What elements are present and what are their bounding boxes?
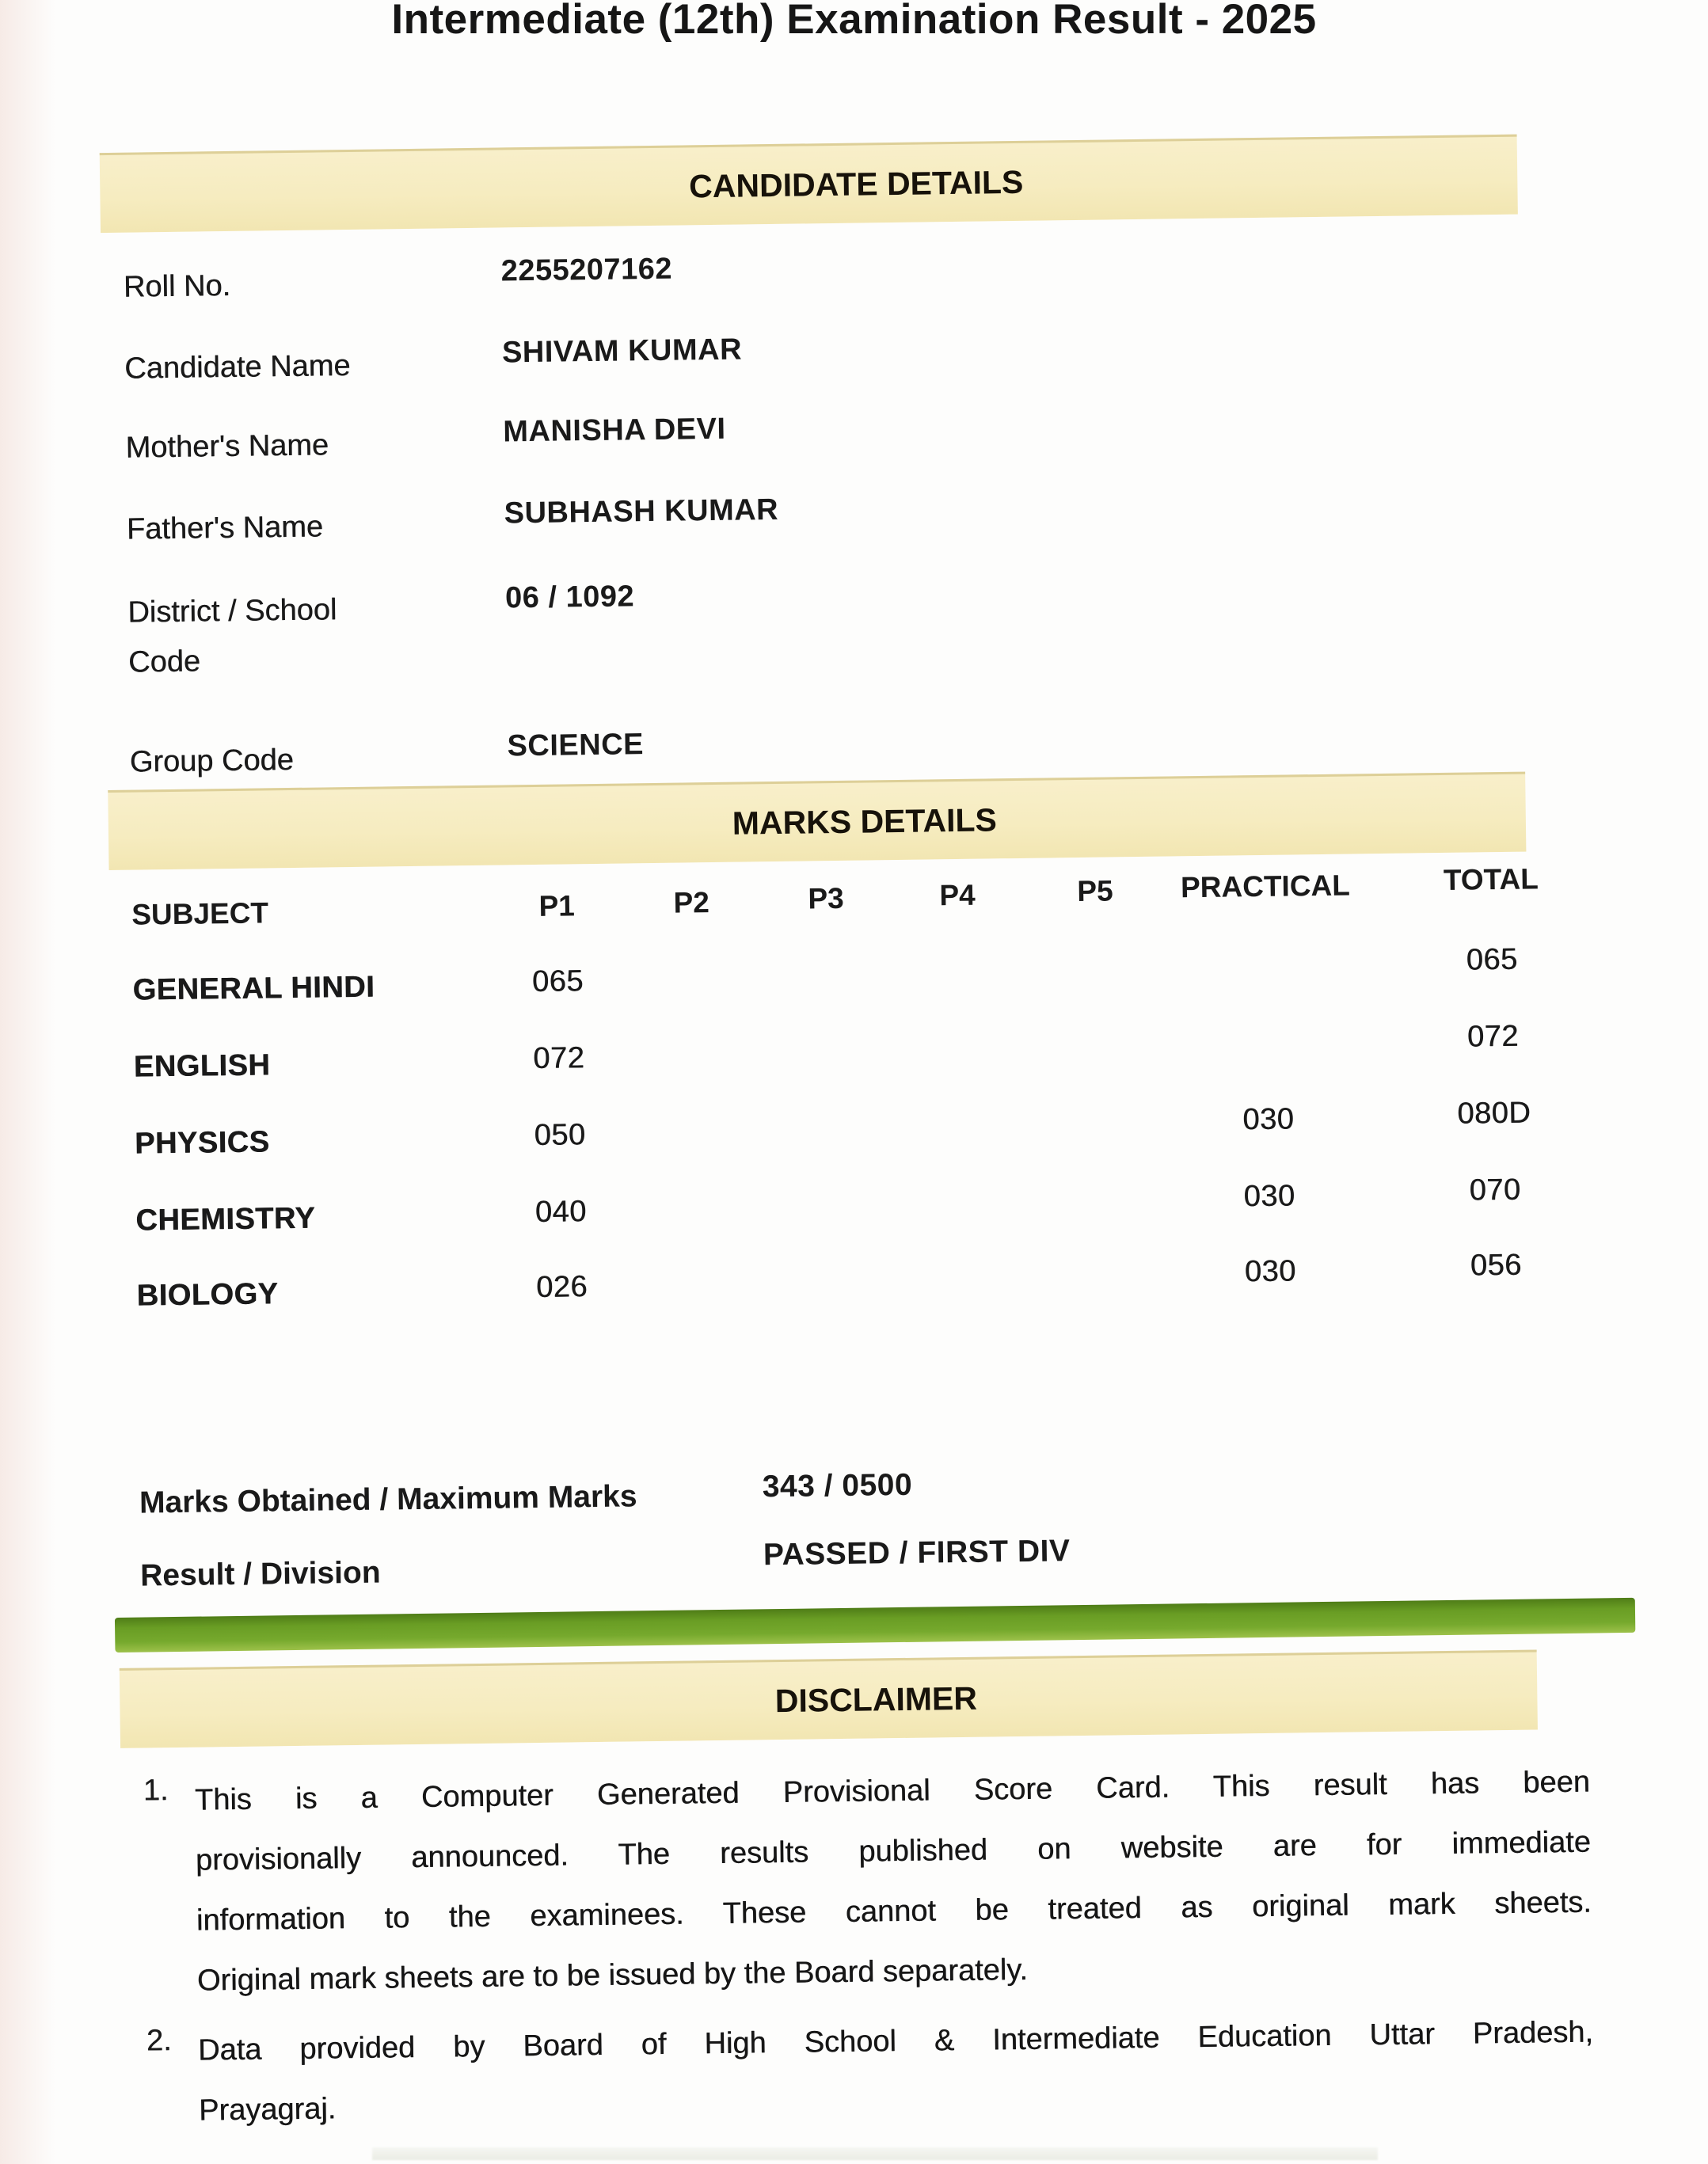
p1-cell: 026	[535, 1270, 588, 1304]
subject-cell: CHEMISTRY	[135, 1201, 316, 1238]
disclaimer-item-number: 2.	[146, 2024, 172, 2058]
green-divider-bar	[115, 1598, 1635, 1652]
disclaimer-line: information to the examinees. These cannot be treated as original mark sheets.	[196, 1885, 1592, 1938]
practical-cell: 030	[1242, 1102, 1295, 1137]
disclaimer-line: Prayagraj.	[198, 2092, 337, 2128]
col-p4: P4	[939, 878, 976, 912]
disclaimer-line: Original mark sheets are to be issued by the Board separately.	[196, 1953, 1029, 1998]
practical-cell: 030	[1244, 1254, 1297, 1289]
p1-cell: 065	[531, 964, 584, 999]
field-label: Father's Name	[126, 510, 324, 546]
subject-cell: ENGLISH	[133, 1048, 271, 1084]
candidate-details-band	[100, 135, 1518, 233]
field-label: Roll No.	[123, 268, 231, 304]
col-p1: P1	[538, 889, 576, 922]
field-label: District / School Code	[127, 593, 337, 679]
col-practical: PRACTICAL	[1180, 869, 1351, 904]
field-label: Candidate Name	[124, 348, 351, 386]
disclaimer-line: This is a Computer Generated Provisional Score Card. This result has been	[194, 1765, 1591, 1817]
total-cell: 070	[1469, 1173, 1521, 1208]
col-total: TOTAL	[1443, 862, 1539, 896]
field-value: SCIENCE	[507, 728, 645, 763]
disclaimer-line: provisionally announced. The results published on website are for immediate	[195, 1825, 1592, 1877]
marks-details-heading: MARKS DETAILS	[732, 801, 998, 842]
field-value: SHIVAM KUMAR	[501, 333, 743, 370]
disclaimer-item-text	[198, 2002, 1595, 2141]
total-cell: 072	[1466, 1019, 1520, 1054]
disclaimer-item-text	[194, 1752, 1592, 2011]
subject-cell: BIOLOGY	[136, 1277, 279, 1313]
field-label: Mother's Name	[125, 428, 329, 465]
result-sheet	[0, 126, 1708, 2164]
col-p2: P2	[673, 886, 710, 919]
total-cell: 080D	[1457, 1096, 1531, 1131]
result-division-value: PASSED / FIRST DIV	[763, 1534, 1071, 1573]
disclaimer-item-number: 1.	[143, 1774, 169, 1808]
col-subject: SUBJECT	[131, 896, 269, 931]
subject-cell: PHYSICS	[134, 1125, 270, 1161]
marks-obtained-label: Marks Obtained / Maximum Marks	[139, 1479, 637, 1520]
col-p3: P3	[808, 881, 845, 915]
p1-cell: 050	[534, 1118, 586, 1153]
p1-cell: 040	[534, 1195, 587, 1230]
field-value: MANISHA DEVI	[503, 412, 726, 449]
disclaimer-line: Data provided by Board of High School & Intermediate Education Uttar Pradesh,	[197, 2015, 1594, 2067]
col-p5: P5	[1077, 874, 1113, 908]
candidate-details-heading: CANDIDATE DETAILS	[688, 163, 1024, 204]
practical-cell: 030	[1243, 1179, 1295, 1214]
field-value: 06 / 1092	[504, 580, 635, 615]
field-label: Group Code	[129, 743, 295, 779]
marks-details-band	[108, 772, 1526, 870]
result-division-label: Result / Division	[139, 1555, 381, 1593]
p1-cell: 072	[532, 1041, 585, 1076]
disclaimer-band	[120, 1649, 1538, 1748]
practical-cell	[1172, 1025, 1362, 1027]
field-value: 2255207162	[500, 252, 673, 288]
marks-obtained-value: 343 / 0500	[762, 1467, 913, 1504]
subject-cell: GENERAL HINDI	[132, 970, 375, 1007]
practical-cell	[1171, 948, 1361, 950]
field-value: SUBHASH KUMAR	[504, 493, 779, 531]
disclaimer-heading: DISCLAIMER	[774, 1679, 978, 1719]
scan-bottom-smudge	[372, 2147, 1378, 2160]
total-cell: 056	[1470, 1248, 1522, 1283]
page-title: Intermediate (12th) Examination Result - 2025	[391, 0, 1317, 43]
total-cell: 065	[1466, 942, 1518, 977]
